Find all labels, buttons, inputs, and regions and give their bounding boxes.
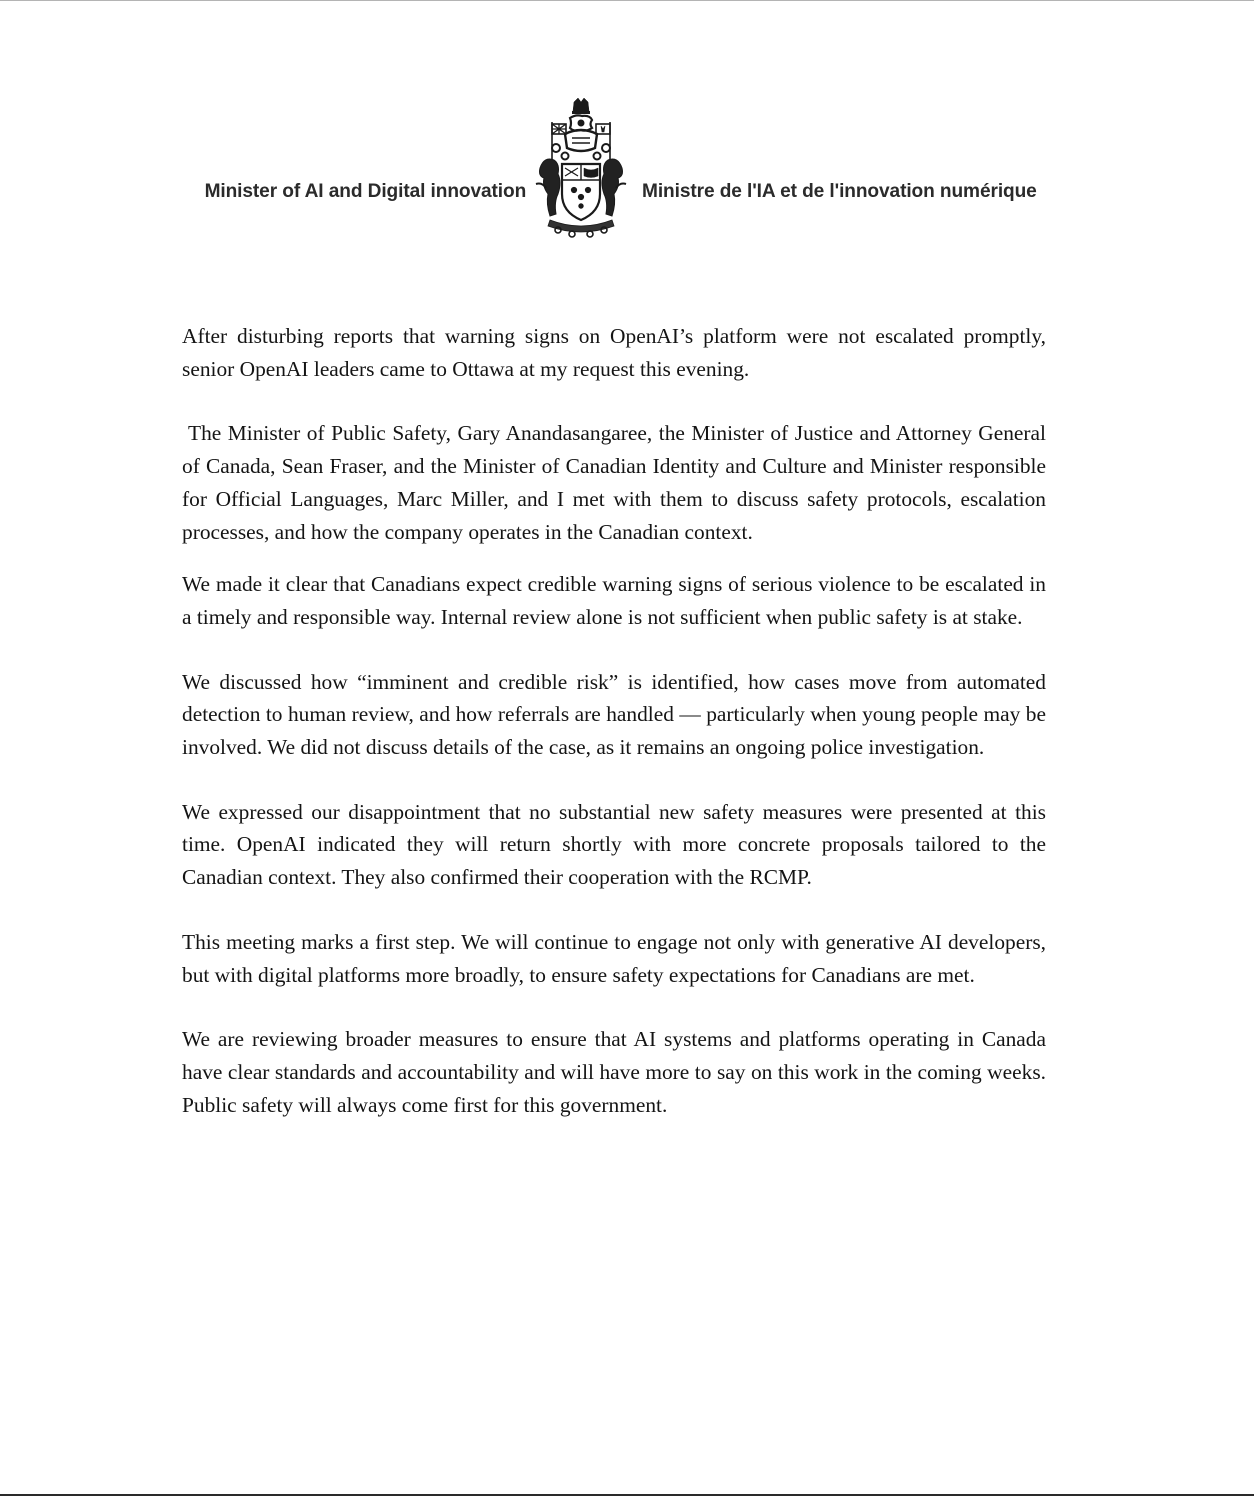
- statement-paragraph: We are reviewing broader measures to ensure that AI systems and platforms operating in Canada have clear standards and accountability and will have more to say on this work in the coming weeks. Public safety will always come first for this government.: [182, 1027, 1046, 1117]
- statement-paragraph: The Minister of Public Safety, Gary Anandasangaree, the Minister of Justice and Attorney General of Canada, Sean Fraser, and the Minister of Canadian Identity and Culture and Minister responsible for Official Languages, Marc Miller, and I met with them to discuss safety protocols, escalation processes, and how the company operates in the Canadian context.: [182, 421, 1046, 544]
- statement-paragraph: We made it clear that Canadians expect credible warning signs of serious violence to be escalated in a timely and responsible way. Internal review alone is not sufficient when public safety is at stake.: [182, 572, 1046, 629]
- letterhead: [0, 98, 1254, 240]
- statement-body: [182, 320, 1046, 1121]
- statement-paragraph: After disturbing reports that warning signs on OpenAI’s platform were not escalated promptly, senior OpenAI leaders came to Ottawa at my request this evening.: [182, 324, 1046, 381]
- letterhead-title-english: Minister of AI and Digital innovation: [204, 180, 526, 202]
- statement-paragraph: This meeting marks a first step. We will continue to engage not only with generative AI developers, but with digital platforms more broadly, to ensure safety expectations for Canadians are met.: [182, 929, 1046, 987]
- letterhead-title-french: Ministre de l'IA et de l'innovation numérique: [642, 180, 1037, 202]
- statement-paragraph: We expressed our disappointment that no substantial new safety measures were presented at this time. OpenAI indicated they will return shortly with more concrete proposals tailored to the Canadian context. They also confirmed their cooperation with the RCMP.: [182, 799, 1046, 890]
- top-border: [0, 0, 1254, 1]
- statement-paragraph: We discussed how “imminent and credible risk” is identified, how cases move from automated detection to human review, and how referrals are handled — particularly when young people may be involved. We did not discuss details of the case, as it remains an ongoing police investigation.: [182, 669, 1046, 760]
- coat-of-arms-icon: [532, 98, 630, 238]
